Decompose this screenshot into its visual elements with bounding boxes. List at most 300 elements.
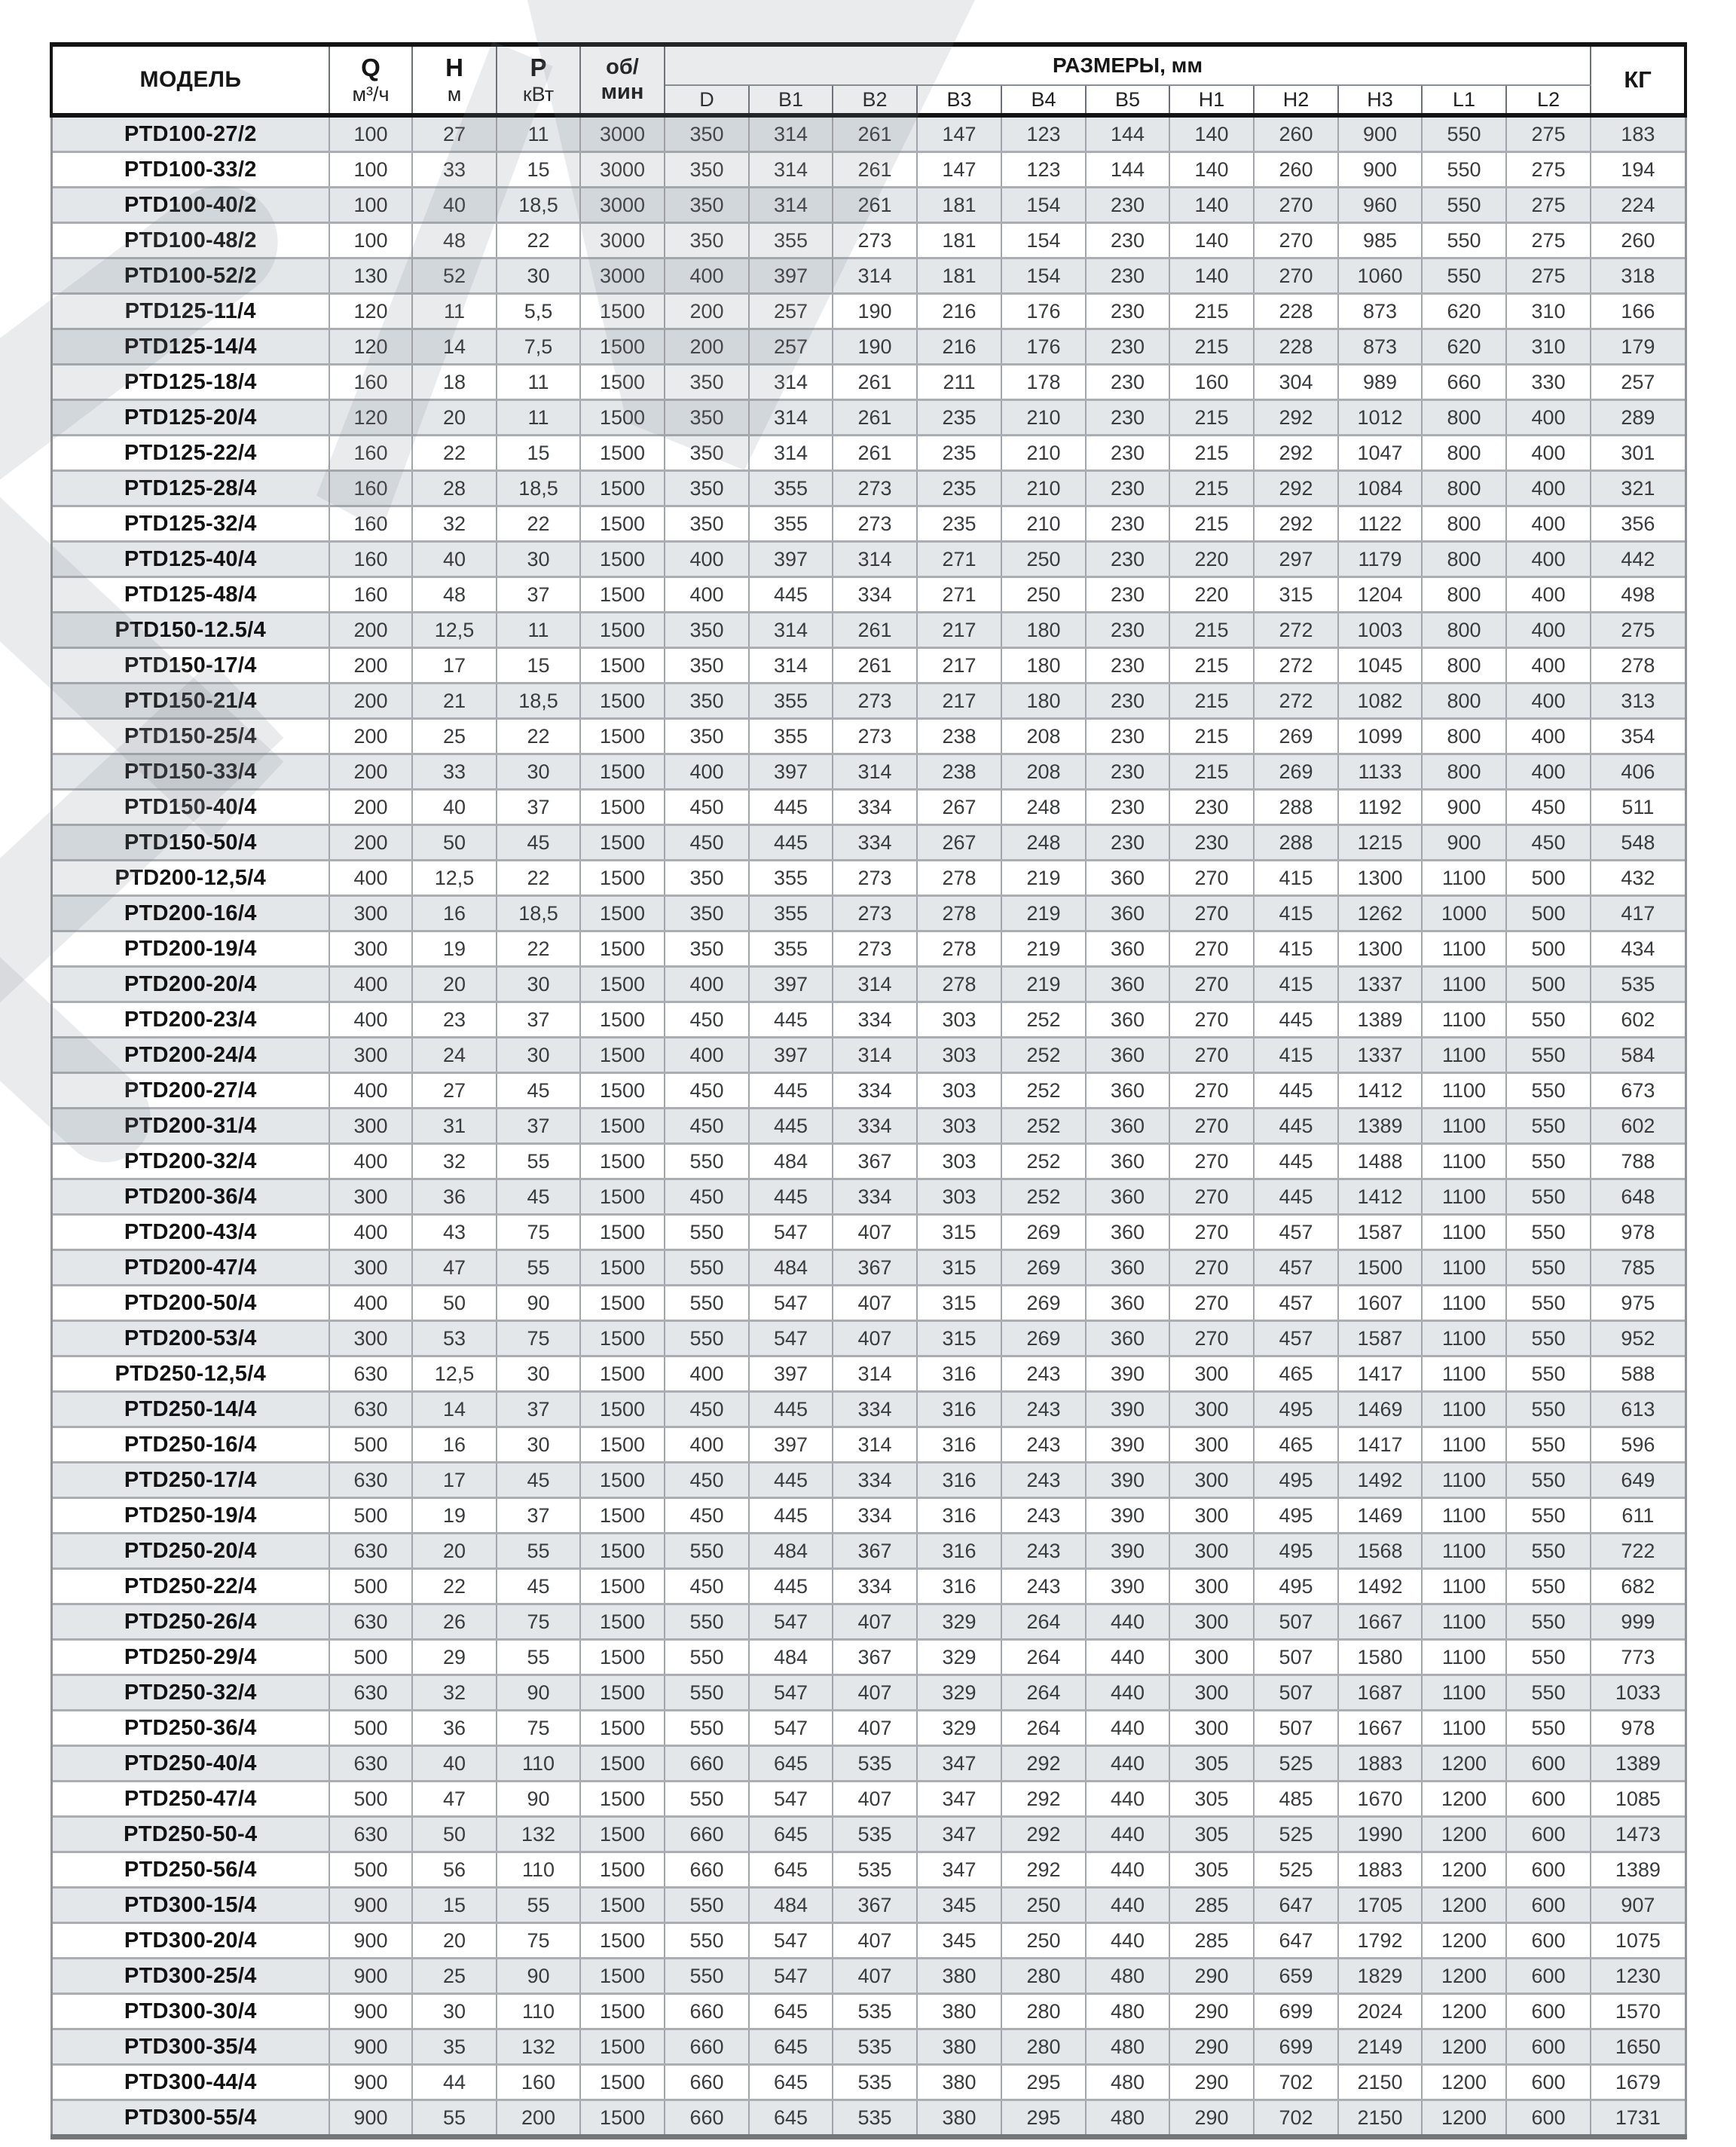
value-cell: 132 [497,1817,580,1852]
model-cell: PTD125-14/4 [51,329,329,365]
value-cell: 37 [497,1109,580,1144]
value-cell: 1500 [580,1498,665,1534]
value-cell: 550 [1506,1604,1591,1640]
value-cell: 278 [1591,648,1686,684]
value-cell: 210 [1001,471,1086,506]
value-cell: 235 [917,471,1001,506]
value-cell: 160 [1169,365,1254,400]
value-cell: 445 [749,1392,833,1427]
value-cell: 1500 [580,1604,665,1640]
value-cell: 43 [412,1215,497,1250]
value-cell: 550 [665,1923,749,1959]
value-cell: 660 [665,1746,749,1782]
value-cell: 90 [497,1286,580,1321]
value-cell: 24 [412,1038,497,1073]
table-row [51,329,1686,365]
value-cell: 2024 [1338,1994,1422,2029]
value-cell: 16 [412,896,497,931]
value-cell: 1100 [1422,1604,1506,1640]
table-row [51,967,1686,1002]
value-cell: 345 [917,1888,1001,1923]
value-cell: 261 [833,115,917,152]
value-cell: 37 [497,1392,580,1427]
value-cell: 270 [1169,1002,1254,1038]
value-cell: 550 [1506,1073,1591,1109]
value-cell: 31 [412,1109,497,1144]
value-cell: 303 [917,1109,1001,1144]
value-cell: 1500 [580,1534,665,1569]
model-cell: PTD125-11/4 [51,294,329,329]
value-cell: 500 [329,1852,412,1888]
value-cell: 217 [917,613,1001,648]
value-cell: 1500 [580,365,665,400]
value-cell: 200 [329,613,412,648]
table-row [51,1356,1686,1392]
table-row [51,1569,1686,1604]
value-cell: 334 [833,577,917,613]
value-cell: 550 [1506,1179,1591,1215]
value-cell: 630 [329,1463,412,1498]
value-cell: 278 [917,896,1001,931]
value-cell: 300 [1169,1675,1254,1711]
value-cell: 547 [749,1782,833,1817]
model-cell: PTD200-20/4 [51,967,329,1002]
value-cell: 217 [917,648,1001,684]
value-cell: 500 [1506,861,1591,896]
value-cell: 347 [917,1782,1001,1817]
value-cell: 316 [917,1534,1001,1569]
value-cell: 52 [412,258,497,294]
value-cell: 305 [1169,1782,1254,1817]
value-cell: 1200 [1422,2100,1506,2137]
value-cell: 550 [1506,1250,1591,1286]
value-cell: 100 [329,115,412,152]
value-cell: 55 [497,1640,580,1675]
value-cell: 316 [917,1569,1001,1604]
value-cell: 550 [665,1144,749,1179]
value-cell: 154 [1001,258,1086,294]
value-cell: 407 [833,1711,917,1746]
value-cell: 407 [833,1604,917,1640]
model-cell: PTD100-33/2 [51,152,329,188]
value-cell: 1100 [1422,1073,1506,1109]
table-body [51,115,1686,2137]
value-cell: 21 [412,684,497,719]
value-cell: 292 [1254,400,1338,436]
value-cell: 1100 [1422,1250,1506,1286]
value-cell: 224 [1591,188,1686,223]
value-cell: 660 [1422,365,1506,400]
value-cell: 525 [1254,1817,1338,1852]
value-cell: 267 [917,790,1001,825]
value-cell: 450 [665,790,749,825]
value-cell: 261 [833,188,917,223]
value-cell: 535 [1591,967,1686,1002]
model-cell: PTD200-43/4 [51,1215,329,1250]
value-cell: 11 [497,365,580,400]
table-row [51,436,1686,471]
model-cell: PTD100-48/2 [51,223,329,258]
value-cell: 400 [1506,684,1591,719]
value-cell: 550 [665,1675,749,1711]
value-cell: 550 [1506,1427,1591,1463]
value-cell: 215 [1169,754,1254,790]
value-cell: 1060 [1338,258,1422,294]
value-cell: 1337 [1338,967,1422,1002]
value-cell: 400 [1506,436,1591,471]
value-cell: 30 [412,1994,497,2029]
value-cell: 450 [665,825,749,861]
value-cell: 292 [1254,436,1338,471]
value-cell: 30 [497,542,580,577]
value-cell: 445 [749,1073,833,1109]
value-cell: 800 [1422,754,1506,790]
value-cell: 190 [833,294,917,329]
value-cell: 500 [329,1427,412,1463]
value-cell: 1500 [580,1782,665,1817]
value-cell: 215 [1169,471,1254,506]
value-cell: 30 [497,754,580,790]
value-cell: 250 [1001,577,1086,613]
value-cell: 975 [1591,1286,1686,1321]
value-cell: 350 [665,613,749,648]
value-cell: 313 [1591,684,1686,719]
value-cell: 1500 [580,1675,665,1711]
model-cell: PTD125-32/4 [51,506,329,542]
value-cell: 400 [1506,648,1591,684]
value-cell: 450 [665,1498,749,1534]
value-cell: 535 [833,1817,917,1852]
value-cell: 270 [1169,1215,1254,1250]
value-cell: 645 [749,1852,833,1888]
value-cell: 1100 [1422,1463,1506,1498]
value-cell: 272 [1254,613,1338,648]
value-cell: 1500 [580,1109,665,1144]
value-cell: 56 [412,1852,497,1888]
model-cell: PTD125-18/4 [51,365,329,400]
value-cell: 602 [1591,1109,1686,1144]
value-cell: 550 [1422,115,1506,152]
value-cell: 271 [917,577,1001,613]
value-cell: 600 [1506,2029,1591,2065]
value-cell: 200 [497,2100,580,2137]
value-cell: 440 [1086,1817,1169,1852]
value-cell: 550 [1506,1392,1591,1427]
value-cell: 550 [665,1640,749,1675]
value-cell: 649 [1591,1463,1686,1498]
value-cell: 350 [665,365,749,400]
value-cell: 303 [917,1002,1001,1038]
value-cell: 360 [1086,1286,1169,1321]
table-row [51,471,1686,506]
value-cell: 30 [497,1356,580,1392]
value-cell: 360 [1086,1321,1169,1356]
value-cell: 19 [412,1498,497,1534]
value-cell: 1500 [580,1321,665,1356]
value-cell: 230 [1086,577,1169,613]
table-row [51,577,1686,613]
model-cell: PTD300-35/4 [51,2029,329,2065]
value-cell: 450 [665,1002,749,1038]
value-cell: 480 [1086,2065,1169,2100]
value-cell: 400 [329,1286,412,1321]
value-cell: 397 [749,258,833,294]
value-cell: 15 [412,1888,497,1923]
table-row [51,1179,1686,1215]
value-cell: 243 [1001,1534,1086,1569]
value-cell: 1500 [580,436,665,471]
value-cell: 179 [1591,329,1686,365]
value-cell: 20 [412,1923,497,1959]
value-cell: 350 [665,188,749,223]
value-cell: 30 [497,1427,580,1463]
value-cell: 264 [1001,1711,1086,1746]
value-cell: 270 [1169,1038,1254,1073]
value-cell: 100 [329,223,412,258]
value-cell: 350 [665,931,749,967]
value-cell: 22 [497,931,580,967]
value-cell: 200 [329,754,412,790]
value-cell: 55 [497,1250,580,1286]
value-cell: 219 [1001,931,1086,967]
value-cell: 535 [833,2065,917,2100]
value-cell: 800 [1422,400,1506,436]
value-cell: 305 [1169,1746,1254,1782]
value-cell: 550 [665,1959,749,1994]
value-cell: 484 [749,1888,833,1923]
value-cell: 397 [749,542,833,577]
value-cell: 273 [833,931,917,967]
value-cell: 1200 [1422,1994,1506,2029]
value-cell: 1084 [1338,471,1422,506]
value-cell: 27 [412,115,497,152]
value-cell: 406 [1591,754,1686,790]
value-cell: 1500 [580,2100,665,2137]
value-cell: 978 [1591,1711,1686,1746]
value-cell: 230 [1086,223,1169,258]
value-cell: 547 [749,1286,833,1321]
value-cell: 1500 [580,1959,665,1994]
value-cell: 1500 [580,1463,665,1498]
value-cell: 500 [329,1782,412,1817]
value-cell: 495 [1254,1463,1338,1498]
value-cell: 1500 [580,754,665,790]
value-cell: 1500 [580,1994,665,2029]
value-cell: 1587 [1338,1215,1422,1250]
value-cell: 314 [833,542,917,577]
value-cell: 194 [1591,152,1686,188]
value-cell: 260 [1254,152,1338,188]
value-cell: 800 [1422,648,1506,684]
value-cell: 1500 [580,400,665,436]
value-cell: 350 [665,400,749,436]
value-cell: 230 [1086,542,1169,577]
value-cell: 144 [1086,152,1169,188]
value-cell: 600 [1506,1994,1591,2029]
value-cell: 297 [1254,542,1338,577]
value-cell: 300 [329,931,412,967]
table-row [51,861,1686,896]
value-cell: 215 [1169,329,1254,365]
value-cell: 480 [1086,1994,1169,2029]
value-cell: 1389 [1591,1746,1686,1782]
value-cell: 314 [833,754,917,790]
value-cell: 645 [749,1746,833,1782]
table-row [51,365,1686,400]
value-cell: 495 [1254,1569,1338,1604]
value-cell: 445 [749,1002,833,1038]
value-cell: 17 [412,1463,497,1498]
value-cell: 75 [497,1604,580,1640]
value-cell: 160 [329,506,412,542]
value-cell: 1500 [580,931,665,967]
value-cell: 216 [917,294,1001,329]
value-cell: 304 [1254,365,1338,400]
value-cell: 445 [1254,1073,1338,1109]
value-cell: 300 [329,1038,412,1073]
value-cell: 550 [665,1534,749,1569]
value-cell: 600 [1506,1923,1591,1959]
value-cell: 600 [1506,1817,1591,1852]
value-cell: 210 [1001,506,1086,542]
value-cell: 30 [497,258,580,294]
value-cell: 252 [1001,1002,1086,1038]
value-cell: 480 [1086,2100,1169,2137]
value-cell: 1085 [1591,1782,1686,1817]
value-cell: 702 [1254,2100,1338,2137]
value-cell: 55 [497,1888,580,1923]
value-cell: 1500 [580,719,665,754]
value-cell: 208 [1001,754,1086,790]
table-row [51,1286,1686,1321]
value-cell: 123 [1001,115,1086,152]
value-cell: 300 [329,1250,412,1286]
value-cell: 261 [833,365,917,400]
value-cell: 660 [665,1817,749,1852]
table-row [51,1675,1686,1711]
value-cell: 230 [1086,754,1169,790]
value-cell: 316 [917,1463,1001,1498]
model-cell: PTD300-30/4 [51,1994,329,2029]
value-cell: 32 [412,1675,497,1711]
value-cell: 445 [1254,1002,1338,1038]
value-cell: 300 [329,1321,412,1356]
model-cell: PTD150-12.5/4 [51,613,329,648]
value-cell: 252 [1001,1179,1086,1215]
value-cell: 252 [1001,1073,1086,1109]
value-cell: 230 [1086,825,1169,861]
value-cell: 260 [1591,223,1686,258]
table-row [51,1038,1686,1073]
value-cell: 550 [1422,223,1506,258]
value-cell: 535 [833,2029,917,2065]
value-cell: 40 [412,790,497,825]
value-cell: 181 [917,188,1001,223]
value-cell: 280 [1001,1994,1086,2029]
value-cell: 380 [917,2029,1001,2065]
value-cell: 275 [1506,258,1591,294]
value-cell: 550 [665,1321,749,1356]
value-cell: 45 [497,825,580,861]
rpm-line1: об/ [606,55,639,79]
value-cell: 278 [917,967,1001,1002]
value-cell: 12,5 [412,613,497,648]
value-cell: 367 [833,1640,917,1675]
value-cell: 380 [917,2100,1001,2137]
value-cell: 873 [1338,329,1422,365]
value-cell: 1500 [580,471,665,506]
value-cell: 400 [1506,471,1591,506]
value-cell: 550 [1506,1640,1591,1675]
value-cell: 238 [917,754,1001,790]
value-cell: 292 [1254,471,1338,506]
value-cell: 347 [917,1817,1001,1852]
value-cell: 292 [1001,1817,1086,1852]
value-cell: 445 [749,577,833,613]
value-cell: 900 [1422,790,1506,825]
value-cell: 230 [1086,790,1169,825]
value-cell: 722 [1591,1534,1686,1569]
value-cell: 219 [1001,967,1086,1002]
value-cell: 25 [412,719,497,754]
table-row [51,1250,1686,1286]
value-cell: 1412 [1338,1073,1422,1109]
table-row [51,1923,1686,1959]
value-cell: 682 [1591,1569,1686,1604]
value-cell: 316 [917,1427,1001,1463]
table-row [51,2100,1686,2137]
value-cell: 1667 [1338,1604,1422,1640]
value-cell: 22 [412,436,497,471]
value-cell: 900 [1338,152,1422,188]
value-cell: 310 [1506,294,1591,329]
value-cell: 1133 [1338,754,1422,790]
model-cell: PTD250-20/4 [51,1534,329,1569]
value-cell: 445 [749,1569,833,1604]
value-cell: 301 [1591,436,1686,471]
value-cell: 275 [1506,188,1591,223]
value-cell: 1047 [1338,436,1422,471]
value-cell: 367 [833,1144,917,1179]
value-cell: 303 [917,1179,1001,1215]
value-cell: 288 [1254,825,1338,861]
value-cell: 55 [497,1144,580,1179]
model-cell: PTD200-50/4 [51,1286,329,1321]
value-cell: 90 [497,1675,580,1711]
value-cell: 600 [1506,2065,1591,2100]
value-cell: 1412 [1338,1179,1422,1215]
value-cell: 445 [749,1109,833,1144]
model-cell: PTD150-25/4 [51,719,329,754]
value-cell: 1469 [1338,1392,1422,1427]
value-cell: 550 [1506,1038,1591,1073]
table-row [51,1782,1686,1817]
value-cell: 550 [1506,1711,1591,1746]
value-cell: 261 [833,152,917,188]
value-cell: 260 [1254,115,1338,152]
value-cell: 215 [1169,506,1254,542]
value-cell: 1792 [1338,1923,1422,1959]
value-cell: 1100 [1422,1109,1506,1144]
value-cell: 200 [329,825,412,861]
value-cell: 525 [1254,1746,1338,1782]
value-cell: 500 [329,1640,412,1675]
value-cell: 397 [749,754,833,790]
value-cell: 33 [412,754,497,790]
value-cell: 645 [749,1817,833,1852]
value-cell: 243 [1001,1392,1086,1427]
value-cell: 160 [329,436,412,471]
